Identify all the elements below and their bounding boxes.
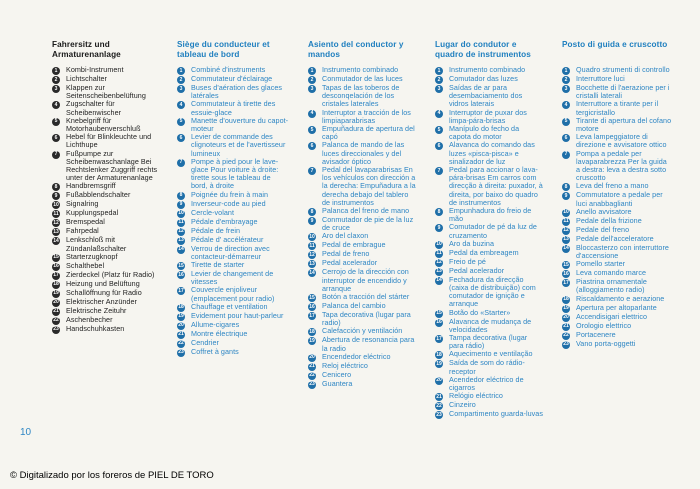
item-number-badge: 22 <box>436 402 442 409</box>
item-label: Montre électrique <box>191 328 248 338</box>
item-number-badge: 16 <box>178 271 184 278</box>
page-number: 10 <box>20 427 32 438</box>
list-item <box>435 141 543 166</box>
item-label: Leva comando marce <box>576 268 647 278</box>
item-label: Portacenere <box>576 329 616 339</box>
item-number-badge: 2 <box>177 76 185 84</box>
item-number-badge: 18 <box>178 304 184 311</box>
item-label: Starterzugknopf <box>66 251 118 261</box>
item-label: Pédale de frein <box>191 225 241 235</box>
item-number-badge: 7 <box>52 151 60 159</box>
item-number-badge: 14 <box>436 277 442 284</box>
item-number-badge: 7 <box>177 159 185 167</box>
item-number-badge: 3 <box>52 85 60 93</box>
item-number-badge: 9 <box>177 201 185 209</box>
item-label: Cenicero <box>322 369 352 379</box>
item-number-badge: 2 <box>308 76 316 84</box>
list-item <box>562 133 672 149</box>
item-label: Acendedor eléctrico de cigarros <box>449 374 524 393</box>
item-number-badge: 22 <box>563 332 569 339</box>
list-item <box>562 117 672 133</box>
item-number-badge: 11 <box>436 250 442 257</box>
list-item <box>562 84 672 100</box>
item-number-badge: 11 <box>309 242 315 249</box>
item-label: Riscaldamento e aerazione <box>576 293 665 303</box>
item-label: Comutador das luzes <box>449 74 518 83</box>
item-number-badge: 14 <box>309 269 315 276</box>
item-label: Signalring <box>66 199 99 209</box>
column-spanish <box>308 40 418 389</box>
item-label: Schalthebel <box>66 260 105 270</box>
item-number-badge: 1 <box>52 67 60 75</box>
item-number-badge: 16 <box>563 270 569 277</box>
item-number-badge: 23 <box>309 381 315 388</box>
list-item <box>308 84 418 109</box>
item-number-badge: 16 <box>309 303 315 310</box>
item-number-badge: 5 <box>435 126 443 134</box>
item-list <box>435 66 543 419</box>
item-number-badge: 8 <box>562 183 570 191</box>
list-item <box>435 276 543 309</box>
item-number-badge: 6 <box>52 134 60 142</box>
list-item <box>562 278 672 294</box>
item-list <box>562 66 672 349</box>
item-number-badge: 8 <box>308 208 316 216</box>
item-label: Handbremsgriff <box>66 181 116 191</box>
list-item <box>308 166 418 207</box>
item-label: Pédale d' accélérateur <box>191 234 264 244</box>
item-number-badge: 20 <box>309 354 315 361</box>
item-label: Apertura per altoparlante <box>576 302 657 312</box>
item-number-badge: 7 <box>308 167 316 175</box>
item-label: Relógio eléctrico <box>449 391 503 401</box>
item-number-badge: 14 <box>563 245 569 252</box>
item-label: Botão do «Starter» <box>449 307 511 317</box>
list-item <box>562 340 672 349</box>
item-label: Couvercle enjoliveur (emplacement pour radio) <box>191 285 275 303</box>
item-number-badge: 13 <box>53 228 59 235</box>
item-number-badge: 19 <box>178 313 184 320</box>
item-number-badge: 12 <box>309 251 315 258</box>
column-title: Posto di guida e cruscotto <box>562 40 668 49</box>
item-label: Levier de commande des clignoteurs et de l'avertisseur lumineux <box>191 132 286 158</box>
item-number-badge: 2 <box>435 76 443 84</box>
item-number-badge: 4 <box>435 110 443 118</box>
item-number-badge: 20 <box>53 299 59 306</box>
item-label: Fechadura da direcção (caixa de distribuição) com comutador de ignição e arranque <box>449 274 536 309</box>
item-label: Pedal para accionar o lava-pára-brisas Em carros com direcção à direita: puxador, à direita, por baixo do quadro de instrumentos <box>449 165 543 207</box>
item-number-badge: 10 <box>53 201 59 208</box>
item-label: Manette d'ouverture du capot-moteur <box>191 115 289 134</box>
item-label: Accendisigari elettrico <box>576 311 648 321</box>
item-label: Guantera <box>322 378 353 388</box>
item-label: Anello avvisatore <box>576 206 632 216</box>
item-number-badge: 17 <box>178 287 184 294</box>
copyright-footer: © Digitalizado por los foreros de PIEL DE TORO <box>10 470 214 481</box>
list-item <box>562 244 672 260</box>
item-label: Instrumento combinado <box>322 65 399 74</box>
column-title: Fahrersitz und Armaturenanlage <box>52 40 121 59</box>
item-label: Poignée du frein à main <box>191 189 269 199</box>
item-number-badge: 6 <box>177 134 185 142</box>
list-item <box>308 336 418 352</box>
item-label: Inverseur-code au pied <box>191 198 266 208</box>
item-number-badge: 13 <box>436 268 442 275</box>
item-number-badge: 6 <box>562 134 570 142</box>
item-label: Zugschalter für Scheibenwischer <box>66 99 122 117</box>
item-label: Comutador de pé da luz de cruzamento <box>449 222 537 240</box>
list-item <box>435 410 543 419</box>
list-item <box>435 109 543 125</box>
item-number-badge: 1 <box>177 67 185 75</box>
item-label: Alavanca do comando das luzes «pisca-pisca» e sinalizador de luz <box>449 140 535 166</box>
item-label: Leva lampeggiatore di direzione e avvisatore ottico <box>576 132 667 150</box>
item-number-badge: 5 <box>52 118 60 126</box>
item-label: Pedal de embrague <box>322 240 386 250</box>
item-label: Pedal del lavaparabrisas En los vehículos con dirección a la derecha: Empuñadura a la derecha debajo del tablero de instrumentos <box>322 165 416 207</box>
column-german <box>52 40 158 334</box>
item-label: Pédale d'embrayage <box>191 216 258 226</box>
item-label: Palanca del cambio <box>322 301 386 311</box>
item-number-badge: 23 <box>178 349 184 356</box>
list-item <box>308 216 418 232</box>
item-label: Tampa decorativa (lugar para rádio) <box>449 333 528 351</box>
item-label: Bloccasterzo con interruttore d'accensione <box>576 242 669 261</box>
item-label: Aschenbecher <box>66 314 113 324</box>
item-number-badge: 16 <box>436 319 442 326</box>
item-number-badge: 19 <box>53 290 59 297</box>
item-number-badge: 8 <box>52 183 60 191</box>
item-list <box>308 66 418 389</box>
item-label: Saída de som do rádio-receptor <box>449 358 525 376</box>
item-number-badge: 15 <box>309 294 315 301</box>
item-number-badge: 3 <box>435 85 443 93</box>
item-number-badge: 20 <box>436 377 442 384</box>
item-label: Verrou de direction avec contacteur-démarreur <box>191 243 270 261</box>
item-number-badge: 15 <box>563 261 569 268</box>
item-label: Instrumento combinado <box>449 65 526 74</box>
item-label: Hebel für Blinkleuchte und Lichthupe <box>66 132 152 150</box>
item-label: Saídas de ar para desembaciamento dos vidros laterais <box>449 83 523 109</box>
item-number-badge: 12 <box>563 227 569 234</box>
item-number-badge: 7 <box>435 167 443 175</box>
item-label: Freio de pé <box>449 256 486 266</box>
item-list <box>177 66 289 357</box>
item-number-badge: 3 <box>562 85 570 93</box>
item-number-badge: 18 <box>53 281 59 288</box>
item-number-badge: 9 <box>562 192 570 200</box>
item-number-badge: 5 <box>562 118 570 126</box>
item-label: Handschuhkasten <box>66 323 125 333</box>
list-item <box>177 84 289 100</box>
item-number-badge: 4 <box>562 101 570 109</box>
item-label: Reloj eléctrico <box>322 360 368 370</box>
item-label: Interruttore luci <box>576 74 625 83</box>
item-number-badge: 19 <box>309 337 315 344</box>
item-label: Alavanca de mudança de velocidades <box>449 316 532 334</box>
item-label: Klappen zur Seitenscheibenbelüftung <box>66 83 146 101</box>
item-number-badge: 20 <box>178 322 184 329</box>
column-title: Siège du conducteur et tableau de bord <box>177 40 270 59</box>
item-label: Aquecimento e ventilação <box>449 349 533 359</box>
item-number-badge: 12 <box>178 228 184 235</box>
list-item <box>435 334 543 350</box>
list-item <box>177 133 289 158</box>
item-number-badge: 18 <box>436 351 442 358</box>
list-item <box>52 100 158 116</box>
item-label: Levier de changement de vitesses <box>191 269 274 287</box>
item-label: Conmutador de las luces <box>322 74 403 83</box>
item-label: Interruptor de puxar dos limpa-pára-brisas <box>449 107 527 125</box>
list-item <box>177 100 289 116</box>
item-label: Kombi-Instrument <box>66 65 124 74</box>
list-item <box>435 376 543 392</box>
item-number-badge: 9 <box>52 192 60 200</box>
item-number-badge: 9 <box>308 217 316 225</box>
item-number-badge: 4 <box>177 101 185 109</box>
column-title: Lugar do condutor e quadro de instrumentos <box>435 40 531 59</box>
item-number-badge: 10 <box>178 210 184 217</box>
item-label: Heizung und Belüftung <box>66 278 140 288</box>
item-number-badge: 6 <box>435 142 443 150</box>
item-number-badge: 14 <box>178 246 184 253</box>
item-label: Empunhadura do freio de mão <box>449 206 532 224</box>
item-number-badge: 17 <box>53 272 59 279</box>
list-item <box>435 318 543 334</box>
item-number-badge: 7 <box>562 151 570 159</box>
item-number-badge: 11 <box>53 210 59 217</box>
item-number-badge: 21 <box>436 393 442 400</box>
item-label: Evidement pour haut-parleur <box>191 310 284 320</box>
item-label: Encendedor eléctrico <box>322 351 391 361</box>
column-italian <box>562 40 672 349</box>
item-number-badge: 17 <box>309 312 315 319</box>
list-item <box>308 380 418 389</box>
item-label: Conmutador de pie de la luz de cruce <box>322 215 414 233</box>
item-number-badge: 23 <box>53 326 59 333</box>
item-label: Pomello starter <box>576 259 626 269</box>
item-number-badge: 5 <box>177 118 185 126</box>
list-item <box>435 125 543 141</box>
item-number-badge: 13 <box>309 260 315 267</box>
item-label: Tirante di apertura del cofano motore <box>576 115 672 134</box>
item-label: Schallöffnung für Radio <box>66 287 142 297</box>
column-title: Asiento del conductor y mandos <box>308 40 404 59</box>
item-label: Fahrpedal <box>66 226 99 236</box>
item-label: Commutateur à tirette des essuie-glace <box>191 99 276 117</box>
item-label: Pedale del freno <box>576 224 630 234</box>
item-label: Abertura de resonancia para la radio <box>322 335 415 353</box>
item-number-badge: 1 <box>435 67 443 75</box>
item-label: Pedal acelerador <box>322 258 378 268</box>
list-item <box>308 268 418 293</box>
item-number-badge: 22 <box>53 317 59 324</box>
item-label: Combiné d'instruments <box>191 65 266 74</box>
list-item <box>177 270 289 286</box>
item-number-badge: 13 <box>178 237 184 244</box>
item-number-badge: 17 <box>436 335 442 342</box>
item-number-badge: 15 <box>436 310 442 317</box>
item-number-badge: 18 <box>563 296 569 303</box>
list-item <box>52 84 158 100</box>
item-number-badge: 5 <box>308 126 316 134</box>
item-label: Fußpumpe zur Scheibenwaschanlage Bei Rechtslenker Zuggriff rechts unter der Armaturenanlage <box>66 148 158 183</box>
item-label: Tapa decorativa (lugar para radio) <box>322 310 411 328</box>
item-number-badge: 21 <box>309 363 315 370</box>
item-label: Palanca de mando de las luces direccionales y del avisador óptico <box>322 140 405 166</box>
item-number-badge: 23 <box>563 341 569 348</box>
item-number-badge: 17 <box>563 279 569 286</box>
item-number-badge: 1 <box>308 67 316 75</box>
item-label: Empuñadura de apertura del capó <box>322 124 415 142</box>
item-number-badge: 6 <box>308 142 316 150</box>
item-label: Vano porta-oggetti <box>576 338 636 348</box>
item-label: Cendrier <box>191 337 219 347</box>
item-label: Manípulo do fecho da capota do motor <box>449 124 520 142</box>
item-number-badge: 9 <box>435 224 443 232</box>
item-label: Aro da buzina <box>449 238 495 248</box>
item-number-badge: 4 <box>308 110 316 118</box>
item-number-badge: 19 <box>436 360 442 367</box>
item-number-badge: 11 <box>178 219 184 226</box>
item-label: Quadro strumenti di controllo <box>576 65 670 74</box>
list-item <box>435 84 543 109</box>
item-label: Compartimento guarda-luvas <box>449 409 543 419</box>
item-number-badge: 8 <box>435 208 443 216</box>
list-item <box>435 166 543 207</box>
item-label: Pedal de freno <box>322 249 370 259</box>
item-number-badge: 3 <box>308 85 316 93</box>
item-number-badge: 22 <box>309 372 315 379</box>
item-label: Zierdeckel (Platz für Radio) <box>66 269 155 279</box>
item-number-badge: 18 <box>309 328 315 335</box>
item-number-badge: 14 <box>53 237 59 244</box>
item-number-badge: 21 <box>53 308 59 315</box>
item-label: Pedal da embreagem <box>449 247 519 257</box>
item-label: Elektrischer Anzünder <box>66 296 137 306</box>
item-number-badge: 21 <box>563 323 569 330</box>
item-label: Interruptor a tracción de los limpiaparabrisas <box>322 107 411 125</box>
item-number-badge: 10 <box>436 241 442 248</box>
list-item <box>435 223 543 239</box>
item-label: Commutateur d'éclairage <box>191 74 273 83</box>
item-label: Lichtschalter <box>66 74 107 83</box>
item-number-badge: 8 <box>177 192 185 200</box>
item-label: Pedal acelerador <box>449 265 505 275</box>
item-label: Leva del freno a mano <box>576 181 649 191</box>
list-item <box>177 158 289 191</box>
list-item <box>308 125 418 141</box>
item-label: Elektrische Zeituhr <box>66 305 127 315</box>
list-item <box>308 109 418 125</box>
item-number-badge: 19 <box>563 305 569 312</box>
item-number-badge: 10 <box>309 233 315 240</box>
item-label: Allume-cigares <box>191 319 240 329</box>
column-portuguese <box>435 40 543 419</box>
list-item <box>177 286 289 302</box>
item-label: Bocchette di l'aerazione per i cristalli laterali <box>576 83 670 101</box>
list-item <box>52 117 158 133</box>
item-label: Pedale dell'acceleratore <box>576 233 654 243</box>
item-number-badge: 20 <box>563 314 569 321</box>
item-label: Orologio elettrico <box>576 320 632 330</box>
item-number-badge: 23 <box>436 411 442 418</box>
item-label: Tirette de starter <box>191 260 245 270</box>
list-item <box>435 359 543 375</box>
item-label: Interruttore a tirante per il tergicristallo <box>576 99 659 117</box>
item-label: Cinzeiro <box>449 400 476 410</box>
item-number-badge: 1 <box>562 67 570 75</box>
list-item <box>52 133 158 149</box>
item-label: Bremspedal <box>66 217 105 227</box>
item-label: Buses d'aération des glaces latérales <box>191 83 283 101</box>
item-label: Pedale della frizione <box>576 215 642 225</box>
list-item <box>562 150 672 183</box>
item-number-badge: 15 <box>53 254 59 261</box>
item-label: Botón a tracción del stárter <box>322 292 410 302</box>
item-label: Cercle-volant <box>191 207 234 217</box>
item-number-badge: 13 <box>563 236 569 243</box>
list-item <box>177 117 289 133</box>
item-number-badge: 2 <box>52 76 60 84</box>
item-label: Tapas de las toberos de desconqelación de los cristales laterales <box>322 83 400 109</box>
item-label: Calefacción y ventilación <box>322 326 403 336</box>
item-number-badge: 12 <box>436 259 442 266</box>
item-number-badge: 16 <box>53 263 59 270</box>
item-number-badge: 22 <box>178 340 184 347</box>
list-item <box>435 207 543 223</box>
item-number-badge: 4 <box>52 101 60 109</box>
item-label: Palanca del freno de mano <box>322 206 410 216</box>
item-label: Piastrina ornamentale (alloggiamento radio) <box>576 277 647 295</box>
item-label: Lenkschloß mit Zündanlaßschalter <box>66 235 127 253</box>
item-label: Commutatore a pedale per luci anabbaglianti <box>576 190 663 208</box>
list-item <box>562 191 672 207</box>
item-number-badge: 2 <box>562 76 570 84</box>
list-item <box>52 236 158 252</box>
item-label: Pompe à pied pour le lave-glace Pour voiture à droite: tirette sous le tableau de bord, à droite <box>191 156 279 191</box>
item-label: Fußabblendschalter <box>66 190 131 200</box>
item-number-badge: 21 <box>178 331 184 338</box>
item-number-badge: 15 <box>178 262 184 269</box>
list-item <box>177 245 289 261</box>
list-item <box>308 141 418 166</box>
item-label: Knebelgriff für Motorhaubenverschluß <box>66 115 141 134</box>
list-item <box>52 150 158 183</box>
item-label: Coffret à gants <box>191 346 239 356</box>
item-label: Cerrojo de la dirección con interruptor de encendido y arranque <box>322 267 409 293</box>
item-number-badge: 12 <box>53 219 59 226</box>
item-label: Pompa a pedale per lavaparabrezza Per la guida a destra: leva a destra sotto cruscotto <box>576 148 667 183</box>
item-label: Chauffage et ventilation <box>191 301 268 311</box>
item-label: Aro del claxon <box>322 231 369 241</box>
list-item <box>177 348 289 357</box>
item-number-badge: 10 <box>563 209 569 216</box>
item-number-badge: 11 <box>563 218 569 225</box>
list-item <box>308 311 418 327</box>
column-french <box>177 40 289 357</box>
list-item <box>52 325 158 334</box>
item-list <box>52 66 158 334</box>
item-label: Kupplungspedal <box>66 208 119 218</box>
item-number-badge: 3 <box>177 85 185 93</box>
list-item <box>562 100 672 116</box>
